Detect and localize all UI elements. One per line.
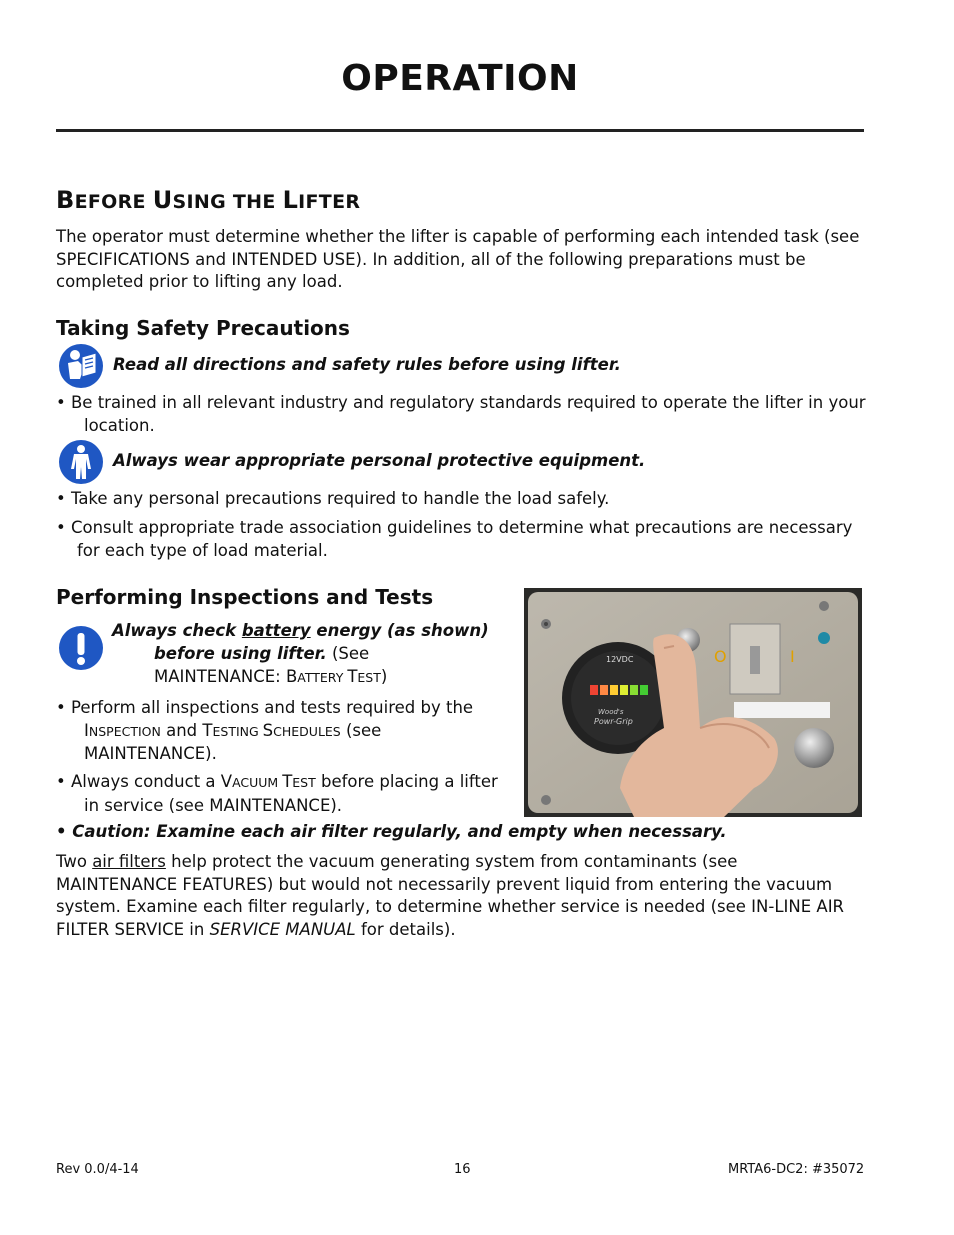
battery-link[interactable]: battery — [241, 621, 311, 640]
protective-equipment-icon — [58, 439, 104, 485]
inspections-heading: Performing Inspections and Tests — [56, 585, 434, 609]
section-heading: BEFORE USING THE LIFTER — [56, 186, 361, 214]
warning-read-directions: Read all directions and safety rules before using lifter. — [113, 355, 621, 374]
page-title: OPERATION — [341, 58, 579, 99]
bullet-perform-inspections: • Perform all inspections and tests required by the INSPECTION and TESTING SCHEDULES (see MAINTENANCE). — [56, 698, 474, 763]
caution-air-filter: • Caution: Examine each air filter regularly, and empty when necessary. — [56, 822, 727, 841]
bullet-personal-precautions: • Take any personal precautions required to handle the load safely. — [56, 489, 610, 508]
bullet-trained: • Be trained in all relevant industry and regulatory standards required to operate the lifter in your location. — [56, 393, 866, 435]
bullet-trade-guidelines: • Consult appropriate trade association guidelines to determine what precautions are necessary for each type of load material. — [56, 518, 853, 560]
warning-battery-check: Always check battery energy (as shown) before using lifter. (See MAINTENANCE: BATTERY TEST) — [112, 621, 489, 686]
warning-ppe: Always wear appropriate personal protective equipment. — [113, 451, 646, 470]
switch-off-label: O — [714, 647, 727, 666]
gauge-voltage-label: 12VDC — [606, 655, 634, 664]
gauge-brand-label-a: Wood's — [598, 708, 624, 716]
safety-heading: Taking Safety Precautions — [56, 316, 350, 340]
title-divider — [56, 129, 864, 132]
footer-document-id: MRTA6-DC2: #35072 — [728, 1162, 865, 1177]
intro-paragraph: The operator must determine whether the lifter is capable of performing each intended task (see SPECIFICATIONS and INTENDED USE). In addition, all of the following preparations must be completed prior to lifting any load. — [56, 227, 860, 291]
footer-revision: Rev 0.0/4-14 — [56, 1162, 139, 1177]
footer-page-number: 16 — [454, 1162, 471, 1177]
exclamation-icon — [58, 625, 104, 671]
read-manual-icon — [58, 343, 104, 389]
air-filter-paragraph: Two air filters help protect the vacuum generating system from contaminants (see MAINTENANCE FEATURES) but would not necessarily prevent liquid from entering the vacuum system. Examine each filter regularly, to determine whether service is needed (see IN-LINE AIR FILTER SERVICE in SERVICE MANUAL for details). — [56, 852, 845, 939]
battery-gauge-photo — [524, 588, 862, 817]
switch-on-label: I — [790, 647, 795, 666]
bullet-vacuum-test: • Always conduct a VACUUM TEST before placing a lifter in service (see MAINTENANCE). — [56, 772, 498, 815]
air-filters-link[interactable]: air filters — [92, 852, 166, 871]
gauge-brand-label-b: Powr-Grip — [594, 717, 633, 726]
